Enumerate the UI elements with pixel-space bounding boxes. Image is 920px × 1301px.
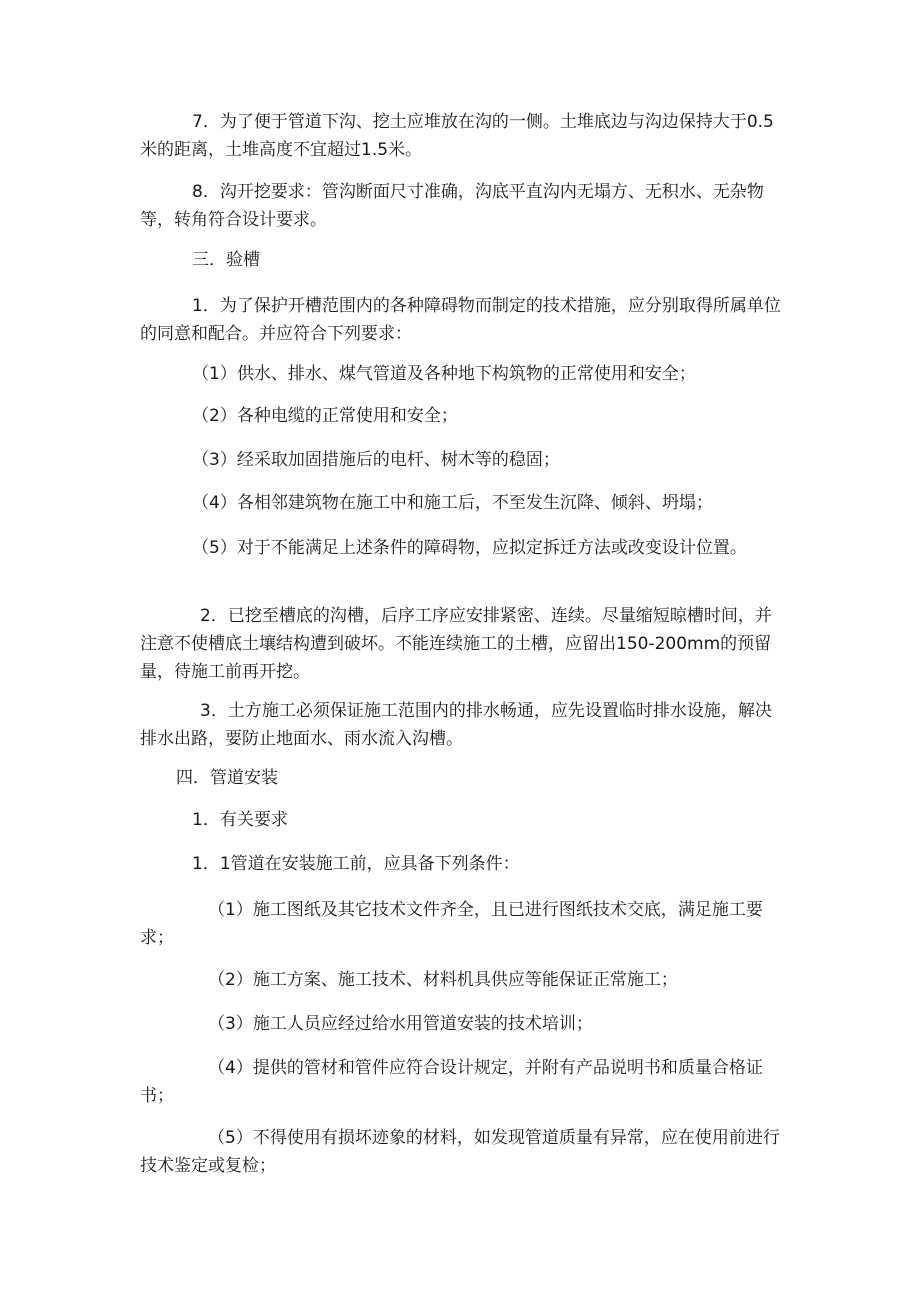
paragraph-3-drainage: 3．土方施工必须保证施工范围内的排水畅通，应先设置临时排水设施，解决排水出路，要防止地面水、雨水流入沟槽。 — [140, 701, 772, 749]
list-item-3-worker-training: （3）施工人员应经过给水用管道安装的技术培训； — [208, 1014, 593, 1034]
list-item-4-adjacent-buildings: （4）各相邻建筑物在施工中和施工后，不至发生沉降、倾斜、坍塌； — [192, 493, 713, 513]
list-item-4-pipe-materials: （4）提供的管材和管件应符合设计规定，并附有产品说明书和质量合格证书； — [140, 1058, 763, 1106]
list-item-5-relocation: （5）对于不能满足上述条件的障碍物，应拟定拆迁方法或改变设计位置。 — [192, 538, 747, 558]
paragraph-2-trench-bottom: 2．已挖至槽底的沟槽，后序工序应安排紧密、连续。尽量缩短晾槽时间，并注意不使槽底土壤结构遭到破坏。不能连续施工的土槽，应留出150-200mm的预留量，待施工前再开挖。 — [140, 606, 772, 682]
list-item-5-damaged-materials: （5）不得使用有损坏迹象的材料，如发现管道质量有异常，应在使用前进行技术鉴定或复检； — [140, 1128, 780, 1176]
subheading-1-requirements: 1．有关要求 — [192, 810, 288, 830]
list-item-3-poles-trees: （3）经采取加固措施后的电杆、树木等的稳固； — [192, 450, 560, 470]
list-item-2-cables: （2）各种电缆的正常使用和安全； — [192, 406, 458, 426]
section-heading-pipe-installation: 四．管道安装 — [176, 768, 278, 788]
paragraph-7-soil-piling: 7．为了便于管道下沟、挖土应堆放在沟的一侧。土堆底边与沟边保持大于0.5米的距离，土堆高度不宜超过1.5米。 — [140, 112, 774, 160]
section-heading-trench-inspection: 三．验槽 — [192, 250, 260, 270]
list-item-1-pipelines: （1）供水、排水、煤气管道及各种地下构筑物的正常使用和安全； — [192, 364, 696, 384]
paragraph-1-obstacle-protection: 1．为了保护开槽范围内的各种障碍物而制定的技术措施，应分别取得所属单位的同意和配合。并应符合下列要求： — [140, 296, 781, 344]
list-item-2-construction-plan: （2）施工方案、施工技术、材料机具供应等能保证正常施工； — [208, 970, 678, 990]
paragraph-8-trench-requirements: 8．沟开挖要求：管沟断面尺寸准确，沟底平直沟内无塌方、无积水、无杂物等，转角符合设计要求。 — [140, 182, 764, 230]
list-item-1-drawings: （1）施工图纸及其它技术文件齐全，且已进行图纸技术交底，满足施工要求； — [140, 900, 763, 948]
subheading-1-1-preconditions: 1．1管道在安装施工前，应具备下列条件： — [192, 854, 520, 874]
